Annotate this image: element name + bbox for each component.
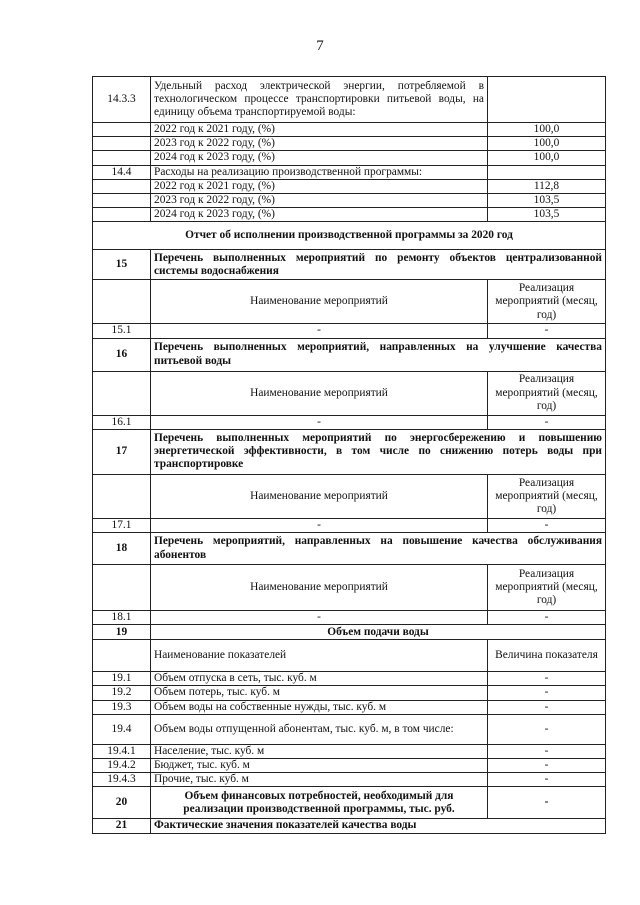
table-row: [93, 714, 606, 744]
table-row: [93, 77, 606, 123]
table-row: [93, 415, 606, 429]
row-value: -: [488, 759, 606, 773]
column-header-name: Наименование показателей: [151, 640, 488, 672]
table-row: [93, 759, 606, 773]
row-number: 17.1: [93, 518, 151, 532]
table-row: [93, 787, 606, 819]
row-text: Объем воды отпущенной абонентам, тыс. куб. м, в том числе:: [151, 714, 488, 744]
table-row: [93, 194, 606, 208]
row-text: Население, тыс. куб. м: [151, 744, 488, 758]
row-number: [93, 208, 151, 222]
column-header-name: Наименование мероприятий: [151, 371, 488, 415]
column-header-name: Наименование мероприятий: [151, 280, 488, 324]
row-number: [93, 151, 151, 165]
row-text: 2023 год к 2022 году, (%): [151, 137, 488, 151]
table-row: [93, 474, 606, 518]
table-row: [93, 700, 606, 714]
section-title: Перечень выполненных мероприятий по энергосбережению и повышению энергетической эффективности, в том числе по снижению потерь воды при транспортировке: [151, 429, 606, 474]
row-number: 14.4: [93, 165, 151, 179]
row-text: -: [151, 518, 488, 532]
section-title: Перечень выполненных мероприятий по ремонту объектов централизованной системы водоснабжения: [151, 250, 606, 280]
table-row: [93, 686, 606, 700]
row-value: [488, 165, 606, 179]
row-value: 100,0: [488, 151, 606, 165]
column-header-impl: Реализация мероприятий (месяц, год): [488, 565, 606, 611]
table-row: [93, 565, 606, 611]
row-value: [488, 77, 606, 123]
section-number: 20: [93, 787, 151, 819]
table-row: [93, 640, 606, 672]
row-number: 19.1: [93, 672, 151, 686]
table-row: [93, 338, 606, 371]
row-value: 103,5: [488, 194, 606, 208]
row-text: Объем воды на собственные нужды, тыс. куб. м: [151, 700, 488, 714]
row-value: -: [488, 787, 606, 819]
table-row: [93, 744, 606, 758]
row-number: 19.4.3: [93, 773, 151, 787]
table-row: [93, 280, 606, 324]
row-text: Бюджет, тыс. куб. м: [151, 759, 488, 773]
table-row: [93, 123, 606, 137]
row-number: [93, 137, 151, 151]
row-number: 19.4.1: [93, 744, 151, 758]
row-text: Расходы на реализацию производственной программы:: [151, 165, 488, 179]
row-value: 112,8: [488, 179, 606, 193]
table-row: [93, 429, 606, 474]
report-title: Отчет об исполнении производственной программы за 2020 год: [93, 222, 606, 250]
section-title: Перечень выполненных мероприятий, направленных на улучшение качества питьевой воды: [151, 338, 606, 371]
table-row: [93, 533, 606, 565]
row-number: [93, 179, 151, 193]
table-row: [93, 250, 606, 280]
row-value: -: [488, 714, 606, 744]
table-row: [93, 371, 606, 415]
row-number: 19.2: [93, 686, 151, 700]
table-row: [93, 672, 606, 686]
row-value: -: [488, 324, 606, 338]
row-number: [93, 640, 151, 672]
section-number: 17: [93, 429, 151, 474]
row-number: [93, 371, 151, 415]
row-value: -: [488, 672, 606, 686]
row-value: -: [488, 686, 606, 700]
page-number: 7: [316, 38, 324, 54]
column-header-name: Наименование мероприятий: [151, 565, 488, 611]
column-header-name: Наименование мероприятий: [151, 474, 488, 518]
table-row: [93, 179, 606, 193]
production-program-table: [92, 76, 606, 834]
row-number: [93, 565, 151, 611]
row-text: Объем отпуска в сеть, тыс. куб. м: [151, 672, 488, 686]
row-text: Прочие, тыс. куб. м: [151, 773, 488, 787]
row-text: 2024 год к 2023 году, (%): [151, 151, 488, 165]
table-row: [93, 625, 606, 640]
row-number: [93, 194, 151, 208]
row-value: -: [488, 773, 606, 787]
table-row: [93, 151, 606, 165]
row-text: Объем потерь, тыс. куб. м: [151, 686, 488, 700]
table-row: [93, 518, 606, 532]
row-number: 16.1: [93, 415, 151, 429]
row-number: 19.4.2: [93, 759, 151, 773]
section-title: Объем финансовых потребностей, необходимый для реализации производственной программы, тыс. руб.: [151, 787, 488, 819]
table-row: [93, 222, 606, 250]
section-number: 19: [93, 625, 151, 640]
row-value: 103,5: [488, 208, 606, 222]
table-row: [93, 165, 606, 179]
row-text: 2022 год к 2021 году, (%): [151, 179, 488, 193]
row-number: 14.3.3: [93, 77, 151, 123]
row-value: -: [488, 700, 606, 714]
row-number: [93, 123, 151, 137]
section-title: Перечень мероприятий, направленных на повышение качества обслуживания абонентов: [151, 533, 606, 565]
row-text: 2023 год к 2022 году, (%): [151, 194, 488, 208]
row-text: Удельный расход электрической энергии, потребляемой в технологическом процессе транспортировки питьевой воды, на единицу объема транспортируемой воды:: [151, 77, 488, 123]
row-text: 2022 год к 2021 году, (%): [151, 123, 488, 137]
table-row: [93, 819, 606, 833]
table-row: [93, 137, 606, 151]
row-value: -: [488, 518, 606, 532]
row-number: 18.1: [93, 611, 151, 625]
row-text: -: [151, 324, 488, 338]
column-header-impl: Реализация мероприятий (месяц, год): [488, 371, 606, 415]
row-text: 2024 год к 2023 году, (%): [151, 208, 488, 222]
section-number: 15: [93, 250, 151, 280]
section-number: 16: [93, 338, 151, 371]
row-text: -: [151, 611, 488, 625]
row-number: 19.3: [93, 700, 151, 714]
row-text: -: [151, 415, 488, 429]
table-row: [93, 324, 606, 338]
section-title: Фактические значения показателей качества воды: [151, 819, 606, 833]
column-header-impl: Реализация мероприятий (месяц, год): [488, 474, 606, 518]
row-number: [93, 474, 151, 518]
table-row: [93, 773, 606, 787]
section-number: 18: [93, 533, 151, 565]
column-header-impl: Величина показателя: [488, 640, 606, 672]
row-number: 15.1: [93, 324, 151, 338]
table-row: [93, 611, 606, 625]
table-row: [93, 208, 606, 222]
row-value: -: [488, 415, 606, 429]
column-header-impl: Реализация мероприятий (месяц, год): [488, 280, 606, 324]
row-number: [93, 280, 151, 324]
section-number: 21: [93, 819, 151, 833]
row-number: 19.4: [93, 714, 151, 744]
section-title: Объем подачи воды: [151, 625, 606, 640]
row-value: 100,0: [488, 123, 606, 137]
row-value: -: [488, 744, 606, 758]
row-value: 100,0: [488, 137, 606, 151]
row-value: -: [488, 611, 606, 625]
